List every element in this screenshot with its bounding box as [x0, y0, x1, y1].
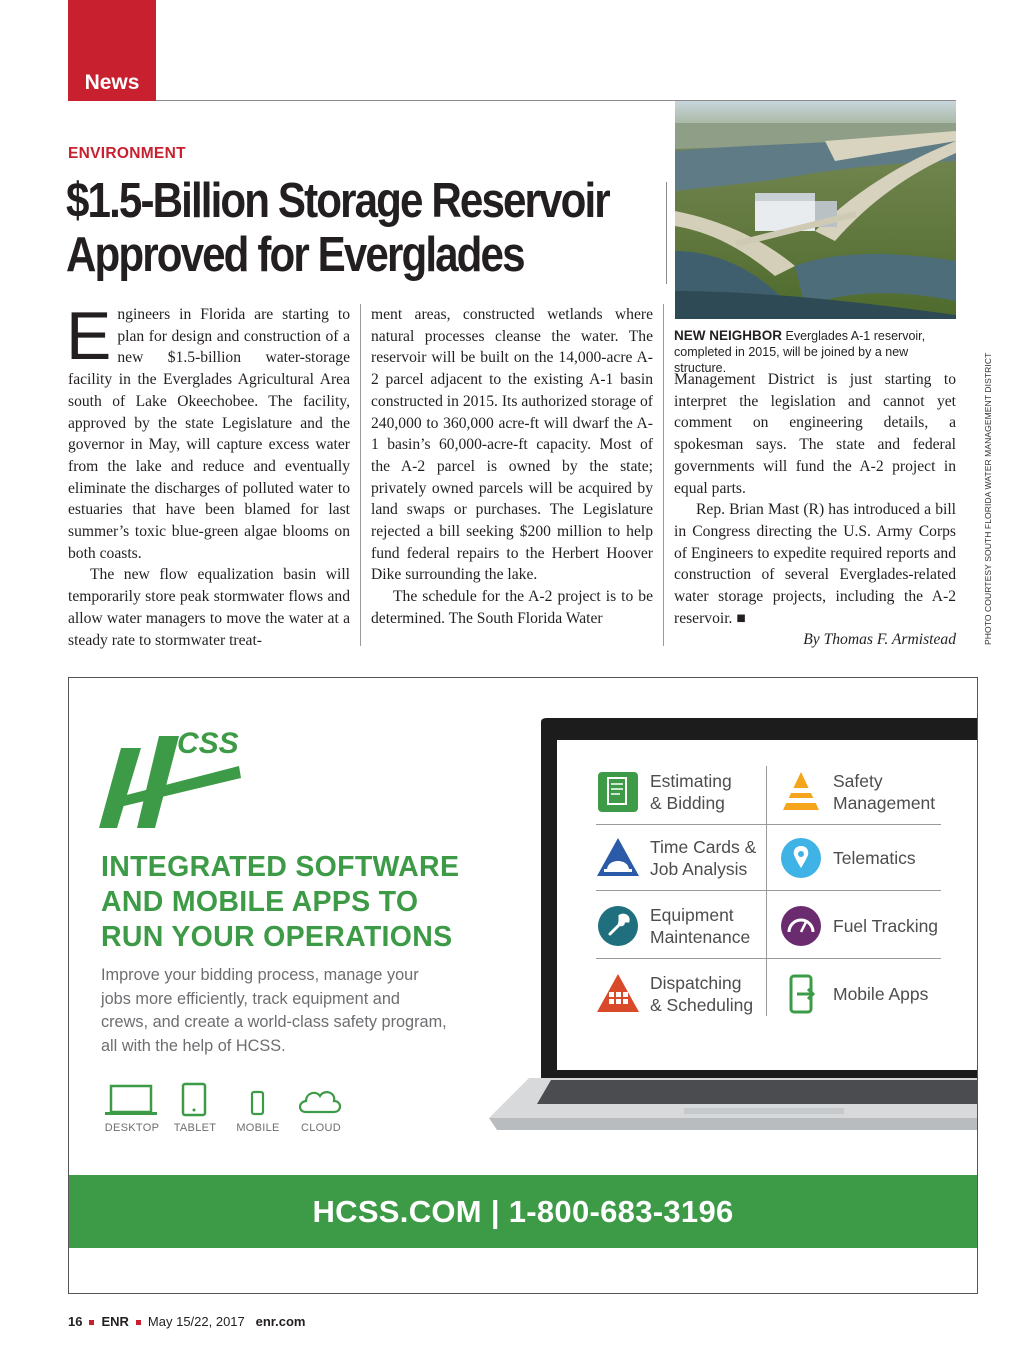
feature-label: Time Cards & Job Analysis [650, 837, 757, 879]
caption-lead: NEW NEIGHBOR [674, 328, 782, 343]
feature-label: Mobile Apps [833, 984, 929, 1004]
site-link[interactable]: enr.com [255, 1314, 306, 1329]
magazine-name: ENR [101, 1314, 129, 1329]
article-headline [66, 174, 609, 282]
cone-icon [779, 770, 823, 814]
device-label: TABLET [173, 1122, 217, 1134]
device-label: MOBILE [236, 1122, 280, 1134]
reservoir-photo [675, 101, 956, 319]
col2-paragraph-1: ment areas, constructed wetlands where natural processes cleanse the water. The reservoir will be built on the 14,000-acre A-2 parcel adjacent to the existing A-1 basin constructed in 2015. Its authorized storage of 240,000 to 360,000 acre-ft will dwarf the A-1 basin’s 60,000-acre-ft capacity. Most of the A-2 parcel is owned by the state; privately owned parcels will be acquired by land swaps or purchases. The Legislature rejected a bill seeking $200 million to help fund federal repairs to the Herbert Hoover Dike surrounding the lake. [371, 306, 653, 584]
laptop-mockup [489, 718, 978, 1158]
feature-equipment [596, 896, 750, 956]
contact-bar[interactable]: HCSS.COM | 1-800-683-3196 [69, 1175, 977, 1248]
tablet-icon [164, 1082, 226, 1118]
feature-label: Equipment Maintenance [650, 905, 751, 947]
feature-grid-rule [596, 824, 941, 825]
caption-text: Everglades A-1 reservoir, completed in 2015, will be joined by a new structure. [674, 329, 926, 375]
hcss-advertisement[interactable] [68, 677, 978, 1294]
page-number: 16 [68, 1314, 83, 1329]
phone-icon [779, 972, 823, 1016]
feature-label: Fuel Tracking [833, 916, 939, 936]
byline: By Thomas F. Armistead [803, 631, 956, 649]
section-tab-label: News [84, 71, 140, 94]
article-category: ENVIRONMENT [68, 145, 186, 162]
dropcap: E [66, 298, 112, 374]
column-divider [663, 304, 664, 646]
feature-mobile-apps [779, 964, 928, 1024]
device-mobile [227, 1082, 289, 1134]
feature-label: Telematics [833, 848, 916, 868]
feature-grid-divider [766, 766, 767, 1016]
col1-paragraph-1: ngineers in Florida are starting to plan for design and construction of a new $1.5-billion water-storage facility in the Everglades Agricultural Area south of Lake Okeechobee. The facility, approved by the state Legislature and the governor in May, will capture excess water from the lake and reduce and eventually eliminate the discharges of polluted water to estuaries that have been blamed for last summer’s toxic blue-green algae blooms on both coasts. [68, 306, 350, 562]
issue-date: May 15/22, 2017 [147, 1314, 245, 1329]
wrench-icon [596, 904, 640, 948]
ad-headline-line-1: INTEGRATED SOFTWARE [101, 851, 460, 883]
hcss-logo [99, 718, 259, 833]
feature-timecards [596, 828, 756, 888]
gauge-icon [779, 904, 823, 948]
article-column-1 [66, 298, 350, 651]
feature-estimating [596, 762, 732, 822]
hardhat-icon [596, 836, 640, 880]
headline-divider [666, 182, 667, 284]
device-label: CLOUD [300, 1122, 341, 1134]
cloud-icon [290, 1082, 352, 1118]
device-desktop [101, 1082, 163, 1134]
device-list [101, 1082, 353, 1134]
col1-paragraph-2: The new flow equalization basin will temporarily store peak stormwater flows and allow water managers to move the water at a steady rate to stormwater treat- [68, 566, 350, 649]
col3-paragraph-2: Rep. Brian Mast (R) has introduced a bill in Congress directing the U.S. Army Corps of Engineers to expedite required reports and construction of several Everglades-related water storage projects, including the A-2 reservoir. ■ [674, 501, 956, 627]
article-column-2 [371, 304, 653, 630]
feature-telematics [779, 828, 916, 888]
device-tablet [164, 1082, 226, 1134]
ad-headline-line-2: AND MOBILE APPS TO [101, 886, 419, 918]
device-cloud [290, 1082, 352, 1134]
feature-grid-rule [596, 958, 941, 959]
headline-line-1: $1.5-Billion Storage Reservoir [66, 174, 609, 228]
col3-paragraph-1: Management District is just starting to interpret the legislation and cannot yet comment on engineering details, a spokesman says. The state and federal governments will fund the A-2 project in equal parts. [674, 371, 956, 497]
page-footer [68, 1314, 305, 1329]
feature-safety [779, 762, 935, 822]
article-column-3 [674, 369, 956, 651]
feature-grid-rule [596, 890, 941, 891]
feature-label: Safety Management [833, 771, 936, 813]
grid-icon [596, 972, 640, 1016]
headline-line-2: Approved for Everglades [66, 228, 524, 282]
photo-credit: PHOTO COURTESY SOUTH FLORIDA WATER MANAGEMENT DISTRICT [983, 352, 993, 645]
device-label: DESKTOP [104, 1122, 160, 1134]
mobile-phone-icon [227, 1082, 289, 1118]
feature-label: Estimating & Bidding [650, 771, 732, 813]
separator-square-icon [136, 1320, 141, 1325]
logo-text: CSS [177, 727, 239, 760]
laptop-icon [101, 1082, 163, 1118]
ad-headline-line-3: RUN YOUR OPERATIONS [101, 921, 453, 953]
feature-label: Dispatching & Scheduling [650, 973, 754, 1015]
col2-paragraph-2: The schedule for the A-2 project is to be determined. The South Florida Water [371, 588, 653, 627]
feature-fuel [779, 896, 938, 956]
ad-body: Improve your bidding process, manage your jobs more efficiently, track equipment and crews, and create a world-class safety program, all with the help of HCSS. [101, 966, 447, 1055]
section-tab [68, 0, 156, 101]
column-divider [360, 304, 361, 646]
location-pin-icon [779, 836, 823, 880]
feature-dispatching [596, 964, 753, 1024]
document-icon [596, 770, 640, 814]
separator-square-icon [89, 1320, 94, 1325]
ad-headline [101, 850, 459, 955]
